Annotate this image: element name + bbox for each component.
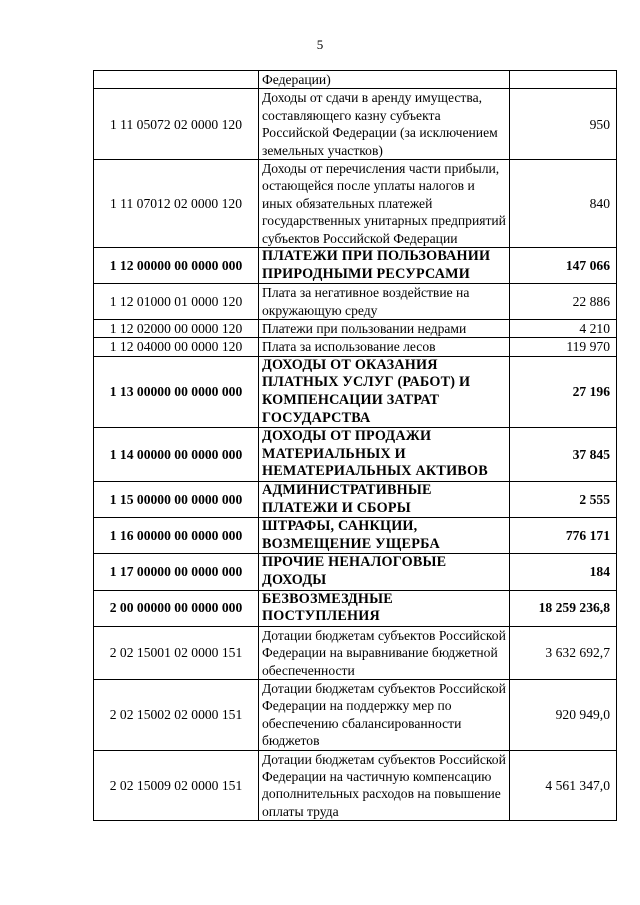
code-cell: 1 15 00000 00 0000 000 xyxy=(94,482,259,518)
description-cell: Платежи при пользовании недрами xyxy=(259,320,510,338)
code-cell: 1 11 05072 02 0000 120 xyxy=(94,89,259,160)
amount-cell: 147 066 xyxy=(510,248,617,284)
amount-cell xyxy=(510,71,617,89)
code-cell: 1 12 00000 00 0000 000 xyxy=(94,248,259,284)
code-cell: 1 14 00000 00 0000 000 xyxy=(94,428,259,482)
amount-cell: 184 xyxy=(510,554,617,590)
table-row xyxy=(94,356,617,427)
table-row xyxy=(94,89,617,160)
page-number: 5 xyxy=(316,37,324,52)
code-cell: 2 00 00000 00 0000 000 xyxy=(94,590,259,626)
table-row xyxy=(94,482,617,518)
description-cell: Дотации бюджетам субъектов Российской Федерации на поддержку мер по обеспечению сбалансированности бюджетов xyxy=(259,680,510,751)
description-cell: ДОХОДЫ ОТ ПРОДАЖИ МАТЕРИАЛЬНЫХ И НЕМАТЕРИАЛЬНЫХ АКТИВОВ xyxy=(259,428,510,482)
code-cell: 1 11 07012 02 0000 120 xyxy=(94,160,259,248)
revenue-table-body xyxy=(94,71,617,821)
description-cell: ПЛАТЕЖИ ПРИ ПОЛЬЗОВАНИИ ПРИРОДНЫМИ РЕСУРСАМИ xyxy=(259,248,510,284)
amount-cell: 950 xyxy=(510,89,617,160)
table-row xyxy=(94,320,617,338)
description-cell: ДОХОДЫ ОТ ОКАЗАНИЯ ПЛАТНЫХ УСЛУГ (РАБОТ) И КОМПЕНСАЦИИ ЗАТРАТ ГОСУДАРСТВА xyxy=(259,356,510,427)
code-cell: 1 12 04000 00 0000 120 xyxy=(94,338,259,356)
table-row xyxy=(94,428,617,482)
amount-cell: 119 970 xyxy=(510,338,617,356)
amount-cell: 2 555 xyxy=(510,482,617,518)
description-cell: БЕЗВОЗМЕЗДНЫЕ ПОСТУПЛЕНИЯ xyxy=(259,590,510,626)
table-row xyxy=(94,554,617,590)
code-cell: 1 13 00000 00 0000 000 xyxy=(94,356,259,427)
amount-cell: 840 xyxy=(510,160,617,248)
description-cell: Плата за негативное воздействие на окружающую среду xyxy=(259,284,510,320)
amount-cell: 4 210 xyxy=(510,320,617,338)
description-cell: Федерации) xyxy=(259,71,510,89)
description-cell: ПРОЧИЕ НЕНАЛОГОВЫЕ ДОХОДЫ xyxy=(259,554,510,590)
amount-cell: 776 171 xyxy=(510,518,617,554)
table-row xyxy=(94,248,617,284)
table-row xyxy=(94,750,617,821)
amount-cell: 37 845 xyxy=(510,428,617,482)
revenue-table xyxy=(93,70,617,821)
table-row xyxy=(94,338,617,356)
description-cell: Дотации бюджетам субъектов Российской Федерации на выравнивание бюджетной обеспеченности xyxy=(259,626,510,679)
description-cell: Плата за использование лесов xyxy=(259,338,510,356)
table-row xyxy=(94,518,617,554)
description-cell: Дотации бюджетам субъектов Российской Федерации на частичную компенсацию дополнительных расходов на повышение оплаты труда xyxy=(259,750,510,821)
description-cell: Доходы от перечисления части прибыли, остающейся после уплаты налогов и иных обязательных платежей государственных унитарных предприятий субъектов Российской Федерации xyxy=(259,160,510,248)
table-row xyxy=(94,590,617,626)
amount-cell: 4 561 347,0 xyxy=(510,750,617,821)
table-row xyxy=(94,71,617,89)
description-cell: ШТРАФЫ, САНКЦИИ, ВОЗМЕЩЕНИЕ УЩЕРБА xyxy=(259,518,510,554)
code-cell: 1 17 00000 00 0000 000 xyxy=(94,554,259,590)
table-row xyxy=(94,284,617,320)
description-cell: Доходы от сдачи в аренду имущества, составляющего казну субъекта Российской Федерации (за исключением земельных участков) xyxy=(259,89,510,160)
table-row xyxy=(94,160,617,248)
amount-cell: 22 886 xyxy=(510,284,617,320)
amount-cell: 18 259 236,8 xyxy=(510,590,617,626)
amount-cell: 920 949,0 xyxy=(510,680,617,751)
amount-cell: 27 196 xyxy=(510,356,617,427)
table-row xyxy=(94,626,617,679)
code-cell: 1 12 02000 00 0000 120 xyxy=(94,320,259,338)
description-cell: АДМИНИСТРАТИВНЫЕ ПЛАТЕЖИ И СБОРЫ xyxy=(259,482,510,518)
code-cell xyxy=(94,71,259,89)
code-cell: 2 02 15009 02 0000 151 xyxy=(94,750,259,821)
code-cell: 1 16 00000 00 0000 000 xyxy=(94,518,259,554)
code-cell: 2 02 15002 02 0000 151 xyxy=(94,680,259,751)
amount-cell: 3 632 692,7 xyxy=(510,626,617,679)
code-cell: 2 02 15001 02 0000 151 xyxy=(94,626,259,679)
table-row xyxy=(94,680,617,751)
code-cell: 1 12 01000 01 0000 120 xyxy=(94,284,259,320)
